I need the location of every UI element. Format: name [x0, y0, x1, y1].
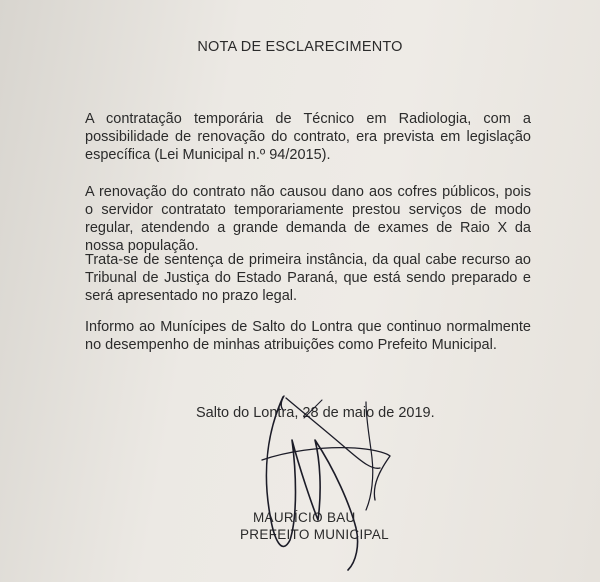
paragraph-appeal: Trata-se de sentença de primeira instância, da qual cabe recurso ao Tribunal de Justiça do Estado Paraná, que está sendo preparado e será apresentado no prazo legal.	[85, 252, 531, 304]
document-title: NOTA DE ESCLARECIMENTO	[197, 39, 403, 55]
place-and-date: Salto do Lontra, 28 de maio de 2019.	[196, 405, 435, 421]
paragraph-contract-renewal: A renovação do contrato não causou dano aos cofres públicos, pois o servidor contratato temporariamente prestou serviços de modo regular, atendendo a grande demanda de exames de Raio X da nossa população.	[85, 184, 531, 254]
paragraph-continuity: Informo ao Munícipes de Salto do Lontra que continuo normalmente no desempenho de minhas atribuições como Prefeito Municipal.	[85, 319, 531, 353]
signatory-role: PREFEITO MUNICIPAL	[240, 527, 389, 542]
signatory-name: MAURÍCIO BAU	[253, 510, 356, 525]
paragraph-contract-hiring: A contratação temporária de Técnico em Radiologia, com a possibilidade de renovação do contrato, era prevista em legislação específica (Lei Municipal n.º 94/2015).	[85, 111, 531, 163]
